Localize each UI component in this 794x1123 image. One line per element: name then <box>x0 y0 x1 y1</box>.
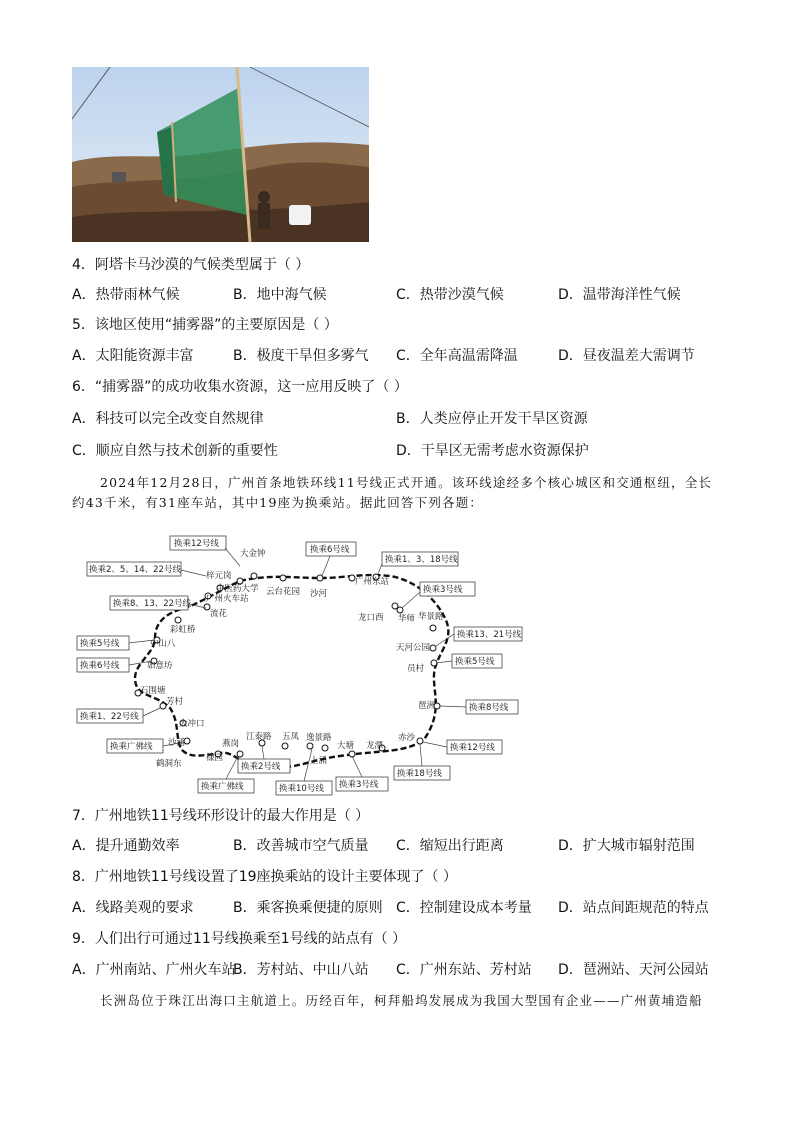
transfer-label: 换乘3号线 <box>339 780 379 790</box>
q4-option-c: C．热带沙漠气候 <box>396 287 504 303</box>
transfer-label: 换乘18号线 <box>397 769 442 779</box>
station-label: 江泰路 <box>246 732 272 742</box>
q4-option-d: D．温带海洋性气候 <box>558 287 681 303</box>
station-label: 中医药大学 <box>216 584 259 594</box>
q6-option-b: B．人类应停止开发干旱区资源 <box>396 411 588 427</box>
q9-option-a: A．广州南站、广州火车站 <box>72 962 236 978</box>
transfer-label: 换乘5号线 <box>455 657 495 667</box>
transfer-label: 换乘3号线 <box>423 585 463 595</box>
station-label: 云台花园 <box>266 587 301 597</box>
transfer-label: 换乘6号线 <box>80 661 120 671</box>
transfer-label: 换乘10号线 <box>279 784 324 794</box>
transfer-label: 换乘8号线 <box>469 703 509 713</box>
q5-option-b: B．极度干旱但多雾气 <box>233 348 369 364</box>
metro-line-11-map <box>70 528 540 798</box>
q7-option-d: D．扩大城市辐射范围 <box>558 838 695 854</box>
q6-option-c: C．顺应自然与技术创新的重要性 <box>72 443 278 459</box>
question-5-stem: 5．该地区使用“捕雾器”的主要原因是（ ） <box>72 317 338 333</box>
station-label: 华师 <box>398 614 416 624</box>
station-label: 大金钟 <box>240 549 266 559</box>
question-6-stem: 6．“捕雾器”的成功收集水资源，这一应用反映了（ ） <box>72 379 408 395</box>
question-4-stem: 4．阿塔卡马沙漠的气候类型属于（ ） <box>72 257 310 273</box>
station-label: 彩虹桥 <box>170 625 196 635</box>
q8-option-d: D．站点间距规范的特点 <box>558 900 709 916</box>
transfer-label: 换乘12号线 <box>450 743 495 753</box>
station-label: 天河公园 <box>396 643 431 653</box>
station-label: 芳村 <box>166 697 184 707</box>
station-label: 广州火车站 <box>206 594 249 604</box>
station-label: 沙涌 <box>168 738 186 748</box>
station-label: 员村 <box>407 664 425 674</box>
q9-option-d: D．琶洲站、天河公园站 <box>558 962 709 978</box>
station-label: 广州东站 <box>355 577 390 587</box>
station-label: 如意坊 <box>147 661 173 671</box>
station-label: 华景路 <box>418 612 444 622</box>
transfer-label: 换乘2号线 <box>241 762 281 772</box>
transfer-label: 换乘8、13、22号线 <box>113 599 192 609</box>
question-8-stem: 8．广州地铁11号线设置了19座换乘站的设计主要体现了（ ） <box>72 869 457 885</box>
q7-option-c: C．缩短出行距离 <box>396 838 504 854</box>
station-label: 燕岗 <box>222 739 240 749</box>
q5-option-d: D．昼夜温差大需调节 <box>558 348 695 364</box>
station-label: 赤沙 <box>398 733 416 743</box>
question-7-stem: 7．广州地铁11号线环形设计的最大作用是（ ） <box>72 808 370 824</box>
station-label: 琶洲 <box>418 701 436 711</box>
q9-option-c: C．广州东站、芳村站 <box>396 962 532 978</box>
transfer-boxes <box>77 536 522 795</box>
station-label: 大冲口 <box>179 719 205 729</box>
station-label: 棣园 <box>206 753 224 763</box>
q9-option-b: B．芳村站、中山八站 <box>233 962 369 978</box>
transfer-label: 换乘5号线 <box>80 639 120 649</box>
q5-option-c: C．全年高温需降温 <box>396 348 518 364</box>
transfer-label: 换乘12号线 <box>174 539 219 549</box>
station-label: 石围塘 <box>140 686 166 696</box>
station-label: 龙潭 <box>366 741 384 751</box>
station-label: 中山八 <box>150 639 176 649</box>
question-9-stem: 9．人们出行可通过11号线换乘至1号线的站点有（ ） <box>72 931 407 947</box>
transfer-label: 换乘6号线 <box>310 545 350 555</box>
q4-option-b: B．地中海气候 <box>233 287 327 303</box>
q8-option-c: C．控制建设成本考量 <box>396 900 532 916</box>
transfer-label: 换乘广佛线 <box>201 782 244 792</box>
station-label: 沙河 <box>310 589 328 599</box>
station-label: 龙口西 <box>358 613 384 623</box>
transfer-label: 换乘1、22号线 <box>80 712 139 722</box>
transfer-label: 换乘广佛线 <box>110 742 153 752</box>
q8-option-b: B．乘客换乘便捷的原则 <box>233 900 383 916</box>
station-label: 流花 <box>210 609 228 619</box>
transfer-label: 换乘2、5、14、22号线 <box>89 565 181 575</box>
fog-collector-photo <box>72 67 369 242</box>
q8-option-a: A．线路美观的要求 <box>72 900 194 916</box>
station-label: 逸景路 <box>306 733 332 743</box>
q4-option-a: A．热带雨林气候 <box>72 287 180 303</box>
q7-option-b: B．改善城市空气质量 <box>233 838 369 854</box>
station-label: 鹤洞东 <box>156 759 182 769</box>
q6-option-a: A．科技可以完全改变自然规律 <box>72 411 264 427</box>
passage-metro: 2024年12月28日，广州首条地铁环线11号线正式开通。该环线途经多个核心城区和交通枢纽，全长约43千米，有31座车站，其中19座为换乘站。据此回答下列各题： <box>72 475 713 510</box>
passage-changzhou: 长洲岛位于珠江出海口主航道上。历经百年，柯拜船坞发展成为我国大型国有企业——广州黄埔造船 <box>100 993 703 1008</box>
transfer-label: 换乘13、21号线 <box>457 630 522 640</box>
station-label: 上涌 <box>310 756 328 766</box>
station-label: 梓元岗 <box>206 571 232 581</box>
station-label: 大塘 <box>337 741 355 751</box>
transfer-label: 换乘1、3、18号线 <box>385 555 458 565</box>
station-label: 五凤 <box>282 732 300 742</box>
q7-option-a: A．提升通勤效率 <box>72 838 180 854</box>
q5-option-a: A．太阳能资源丰富 <box>72 348 194 364</box>
q6-option-d: D．干旱区无需考虑水资源保护 <box>396 443 589 459</box>
